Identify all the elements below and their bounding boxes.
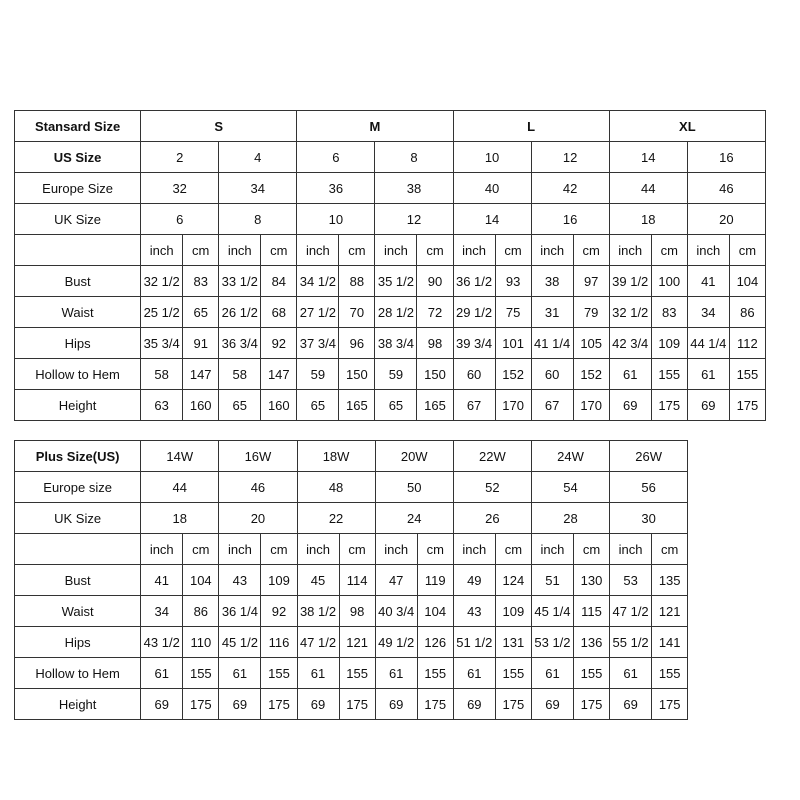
measurement-value: 69 (297, 689, 339, 720)
measurement-value: 61 (297, 658, 339, 689)
measurement-value: 90 (417, 266, 453, 297)
size-value: 4 (219, 142, 297, 173)
unit-label: inch (687, 235, 729, 266)
size-value: 22 (297, 503, 375, 534)
measurement-value: 104 (417, 596, 453, 627)
size-value: 20 (687, 204, 765, 235)
unit-label: inch (531, 534, 573, 565)
measurement-value: 147 (261, 359, 297, 390)
measurement-value: 119 (417, 565, 453, 596)
measurement-value: 155 (652, 658, 688, 689)
row-label: UK Size (15, 204, 141, 235)
size-value: 56 (610, 472, 688, 503)
measurement-value: 101 (495, 328, 531, 359)
measurement-value: 175 (652, 689, 688, 720)
unit-header-row (15, 534, 767, 565)
measurement-value: 124 (495, 565, 531, 596)
measurement-value: 141 (652, 627, 688, 658)
unit-label: inch (531, 235, 573, 266)
measurement-value: 175 (261, 689, 297, 720)
measurement-value: 43 (219, 565, 261, 596)
measurement-value: 75 (495, 297, 531, 328)
measurement-value: 69 (609, 390, 651, 421)
measurement-value: 104 (183, 565, 219, 596)
measurement-value: 43 1/2 (141, 627, 183, 658)
measurement-value: 38 3/4 (375, 328, 417, 359)
measurement-label: Hollow to Hem (15, 658, 141, 689)
measurement-value: 155 (573, 658, 609, 689)
size-value: 20W (375, 441, 453, 472)
blank-cell (688, 441, 766, 472)
measurement-value: 69 (687, 390, 729, 421)
measurement-value: 152 (495, 359, 531, 390)
measurement-value: 79 (573, 297, 609, 328)
measurement-value: 59 (297, 359, 339, 390)
unit-label: cm (339, 235, 375, 266)
plus-size-table (14, 440, 766, 720)
measurement-value: 39 1/2 (609, 266, 651, 297)
size-value: 14W (141, 441, 219, 472)
measurement-value: 69 (453, 689, 495, 720)
size-value: 8 (375, 142, 453, 173)
measurement-value: 36 1/2 (453, 266, 495, 297)
measurement-value: 38 1/2 (297, 596, 339, 627)
unit-label: inch (297, 235, 339, 266)
measurement-value: 69 (531, 689, 573, 720)
measurement-value: 96 (339, 328, 375, 359)
measurement-value: 29 1/2 (453, 297, 495, 328)
measurement-value: 51 1/2 (453, 627, 495, 658)
size-group-label: L (453, 111, 609, 142)
size-value: 34 (219, 173, 297, 204)
standard-size-table (14, 110, 766, 421)
unit-label: cm (261, 534, 297, 565)
measurement-value: 98 (339, 596, 375, 627)
measurement-value: 45 1/4 (531, 596, 573, 627)
measurement-value: 39 3/4 (453, 328, 495, 359)
size-value: 52 (453, 472, 531, 503)
measurement-label: Height (15, 689, 141, 720)
unit-header-blank (15, 534, 141, 565)
measurement-value: 65 (219, 390, 261, 421)
measurement-value: 175 (183, 689, 219, 720)
size-value: 24W (531, 441, 609, 472)
measurement-value: 34 1/2 (297, 266, 339, 297)
measurement-value: 175 (495, 689, 531, 720)
unit-label: cm (573, 235, 609, 266)
measurement-value: 155 (495, 658, 531, 689)
measurement-label: Bust (15, 266, 141, 297)
measurement-value: 41 1/4 (531, 328, 573, 359)
measurement-value: 55 1/2 (610, 627, 652, 658)
measurement-value: 61 (687, 359, 729, 390)
measurement-value: 155 (729, 359, 765, 390)
measurement-value: 60 (453, 359, 495, 390)
measurement-value: 175 (729, 390, 765, 421)
measurement-value: 58 (141, 359, 183, 390)
unit-label: cm (652, 534, 688, 565)
measurement-value: 49 1/2 (375, 627, 417, 658)
measurement-row (15, 658, 767, 689)
measurement-value: 49 (453, 565, 495, 596)
measurement-value: 150 (339, 359, 375, 390)
unit-header-blank (15, 235, 141, 266)
size-value: 10 (297, 204, 375, 235)
measurement-value: 155 (183, 658, 219, 689)
measurement-value: 130 (573, 565, 609, 596)
blank-cell (688, 565, 766, 596)
size-value: 6 (141, 204, 219, 235)
size-value: 26W (610, 441, 688, 472)
measurement-value: 41 (141, 565, 183, 596)
size-value: 32 (141, 173, 219, 204)
blank-cell (688, 596, 766, 627)
measurement-value: 36 1/4 (219, 596, 261, 627)
plus-us-size-row (15, 441, 767, 472)
measurement-row (15, 297, 766, 328)
measurement-value: 61 (610, 658, 652, 689)
measurement-label: Waist (15, 596, 141, 627)
size-value: 14 (609, 142, 687, 173)
measurement-value: 35 1/2 (375, 266, 417, 297)
unit-label: inch (453, 534, 495, 565)
unit-label: cm (261, 235, 297, 266)
measurement-label: Height (15, 390, 141, 421)
unit-label: inch (141, 534, 183, 565)
measurement-value: 51 (531, 565, 573, 596)
unit-label: inch (609, 235, 651, 266)
measurement-value: 109 (261, 565, 297, 596)
measurement-value: 92 (261, 328, 297, 359)
uk-size-row (15, 503, 767, 534)
size-value: 18 (141, 503, 219, 534)
size-value: 2 (141, 142, 219, 173)
measurement-value: 63 (141, 390, 183, 421)
measurement-value: 105 (573, 328, 609, 359)
measurement-value: 37 3/4 (297, 328, 339, 359)
measurement-value: 31 (531, 297, 573, 328)
measurement-value: 92 (261, 596, 297, 627)
measurement-value: 112 (729, 328, 765, 359)
measurement-value: 155 (651, 359, 687, 390)
measurement-value: 86 (183, 596, 219, 627)
size-value: 36 (297, 173, 375, 204)
measurement-value: 83 (183, 266, 219, 297)
measurement-value: 44 1/4 (687, 328, 729, 359)
measurement-row (15, 689, 767, 720)
unit-label: cm (729, 235, 765, 266)
uk-size-row (15, 204, 766, 235)
measurement-value: 61 (609, 359, 651, 390)
measurement-value: 58 (219, 359, 261, 390)
size-value: 54 (531, 472, 609, 503)
measurement-label: Waist (15, 297, 141, 328)
size-group-label: XL (609, 111, 765, 142)
measurement-value: 116 (261, 627, 297, 658)
measurement-value: 61 (141, 658, 183, 689)
measurement-value: 61 (375, 658, 417, 689)
unit-label: inch (375, 534, 417, 565)
measurement-value: 69 (141, 689, 183, 720)
measurement-value: 72 (417, 297, 453, 328)
size-value: 10 (453, 142, 531, 173)
measurement-value: 42 3/4 (609, 328, 651, 359)
measurement-value: 91 (183, 328, 219, 359)
size-value: 30 (610, 503, 688, 534)
measurement-label: Bust (15, 565, 141, 596)
measurement-value: 93 (495, 266, 531, 297)
unit-label: inch (141, 235, 183, 266)
measurement-row (15, 328, 766, 359)
europe-size-row (15, 472, 767, 503)
size-group-label: M (297, 111, 453, 142)
unit-header-row (15, 235, 766, 266)
size-value: 16 (531, 204, 609, 235)
unit-label: cm (651, 235, 687, 266)
size-value: 46 (687, 173, 765, 204)
measurement-value: 147 (183, 359, 219, 390)
size-value: 24 (375, 503, 453, 534)
row-label: Europe Size (15, 173, 141, 204)
measurement-value: 27 1/2 (297, 297, 339, 328)
measurement-label: Hips (15, 627, 141, 658)
measurement-value: 131 (495, 627, 531, 658)
size-value: 12 (375, 204, 453, 235)
measurement-row (15, 359, 766, 390)
size-value: 22W (453, 441, 531, 472)
measurement-value: 28 1/2 (375, 297, 417, 328)
size-value: 40 (453, 173, 531, 204)
measurement-value: 32 1/2 (141, 266, 183, 297)
measurement-value: 114 (339, 565, 375, 596)
measurement-row (15, 565, 767, 596)
measurement-value: 152 (573, 359, 609, 390)
measurement-value: 160 (183, 390, 219, 421)
measurement-value: 69 (375, 689, 417, 720)
blank-cell (688, 627, 766, 658)
measurement-value: 155 (339, 658, 375, 689)
measurement-value: 53 (610, 565, 652, 596)
measurement-value: 160 (261, 390, 297, 421)
measurement-value: 65 (375, 390, 417, 421)
row-label: Europe size (15, 472, 141, 503)
measurement-value: 135 (652, 565, 688, 596)
measurement-label: Hips (15, 328, 141, 359)
unit-label: cm (339, 534, 375, 565)
measurement-value: 165 (339, 390, 375, 421)
measurement-value: 43 (453, 596, 495, 627)
measurement-value: 155 (417, 658, 453, 689)
size-value: 26 (453, 503, 531, 534)
size-value: 28 (531, 503, 609, 534)
measurement-value: 98 (417, 328, 453, 359)
measurement-value: 60 (531, 359, 573, 390)
measurement-value: 47 1/2 (610, 596, 652, 627)
measurement-value: 40 3/4 (375, 596, 417, 627)
measurement-value: 47 1/2 (297, 627, 339, 658)
measurement-row (15, 627, 767, 658)
measurement-value: 121 (652, 596, 688, 627)
measurement-label: Hollow to Hem (15, 359, 141, 390)
measurement-value: 68 (261, 297, 297, 328)
measurement-value: 45 (297, 565, 339, 596)
plus-size-title: Plus Size(US) (15, 441, 141, 472)
measurement-row (15, 596, 767, 627)
measurement-value: 110 (183, 627, 219, 658)
row-label: UK Size (15, 503, 141, 534)
size-group-label: S (141, 111, 297, 142)
measurement-value: 150 (417, 359, 453, 390)
blank-cell (688, 503, 766, 534)
measurement-value: 109 (651, 328, 687, 359)
blank-cell (688, 658, 766, 689)
measurement-value: 121 (339, 627, 375, 658)
blank-cell (688, 689, 766, 720)
unit-label: inch (375, 235, 417, 266)
measurement-value: 59 (375, 359, 417, 390)
measurement-value: 36 3/4 (219, 328, 261, 359)
unit-label: inch (610, 534, 652, 565)
unit-label: inch (297, 534, 339, 565)
measurement-value: 170 (573, 390, 609, 421)
unit-label: cm (417, 235, 453, 266)
measurement-value: 84 (261, 266, 297, 297)
measurement-value: 61 (531, 658, 573, 689)
measurement-value: 33 1/2 (219, 266, 261, 297)
measurement-value: 155 (261, 658, 297, 689)
measurement-value: 170 (495, 390, 531, 421)
measurement-value: 136 (573, 627, 609, 658)
measurement-value: 70 (339, 297, 375, 328)
blank-cell (688, 534, 766, 565)
measurement-value: 175 (339, 689, 375, 720)
measurement-value: 65 (183, 297, 219, 328)
measurement-value: 67 (453, 390, 495, 421)
size-value: 18 (609, 204, 687, 235)
measurement-value: 32 1/2 (609, 297, 651, 328)
size-value: 16 (687, 142, 765, 173)
unit-label: cm (495, 235, 531, 266)
measurement-value: 47 (375, 565, 417, 596)
size-value: 44 (141, 472, 219, 503)
measurement-value: 83 (651, 297, 687, 328)
size-group-header-row (15, 111, 766, 142)
unit-label: inch (219, 534, 261, 565)
measurement-value: 126 (417, 627, 453, 658)
size-value: 46 (219, 472, 297, 503)
standard-size-title: Stansard Size (15, 111, 141, 142)
size-value: 48 (297, 472, 375, 503)
size-value: 14 (453, 204, 531, 235)
measurement-value: 34 (687, 297, 729, 328)
measurement-value: 25 1/2 (141, 297, 183, 328)
measurement-row (15, 266, 766, 297)
row-label: US Size (15, 142, 141, 173)
unit-label: cm (183, 235, 219, 266)
measurement-value: 175 (573, 689, 609, 720)
measurement-row (15, 390, 766, 421)
measurement-value: 175 (651, 390, 687, 421)
measurement-value: 109 (495, 596, 531, 627)
size-value: 8 (219, 204, 297, 235)
us-size-row (15, 142, 766, 173)
unit-label: cm (573, 534, 609, 565)
unit-label: inch (219, 235, 261, 266)
measurement-value: 104 (729, 266, 765, 297)
measurement-value: 165 (417, 390, 453, 421)
measurement-value: 69 (610, 689, 652, 720)
measurement-value: 97 (573, 266, 609, 297)
measurement-value: 61 (453, 658, 495, 689)
size-value: 18W (297, 441, 375, 472)
blank-cell (688, 472, 766, 503)
size-value: 38 (375, 173, 453, 204)
size-value: 16W (219, 441, 297, 472)
measurement-value: 69 (219, 689, 261, 720)
measurement-value: 88 (339, 266, 375, 297)
measurement-value: 175 (417, 689, 453, 720)
unit-label: cm (495, 534, 531, 565)
measurement-value: 65 (297, 390, 339, 421)
measurement-value: 41 (687, 266, 729, 297)
measurement-value: 100 (651, 266, 687, 297)
measurement-value: 61 (219, 658, 261, 689)
unit-label: cm (417, 534, 453, 565)
size-value: 50 (375, 472, 453, 503)
size-value: 20 (219, 503, 297, 534)
europe-size-row (15, 173, 766, 204)
measurement-value: 34 (141, 596, 183, 627)
size-value: 44 (609, 173, 687, 204)
measurement-value: 26 1/2 (219, 297, 261, 328)
measurement-value: 45 1/2 (219, 627, 261, 658)
measurement-value: 67 (531, 390, 573, 421)
size-value: 12 (531, 142, 609, 173)
unit-label: cm (183, 534, 219, 565)
measurement-value: 53 1/2 (531, 627, 573, 658)
size-value: 42 (531, 173, 609, 204)
measurement-value: 86 (729, 297, 765, 328)
measurement-value: 115 (573, 596, 609, 627)
unit-label: inch (453, 235, 495, 266)
measurement-value: 38 (531, 266, 573, 297)
size-value: 6 (297, 142, 375, 173)
measurement-value: 35 3/4 (141, 328, 183, 359)
